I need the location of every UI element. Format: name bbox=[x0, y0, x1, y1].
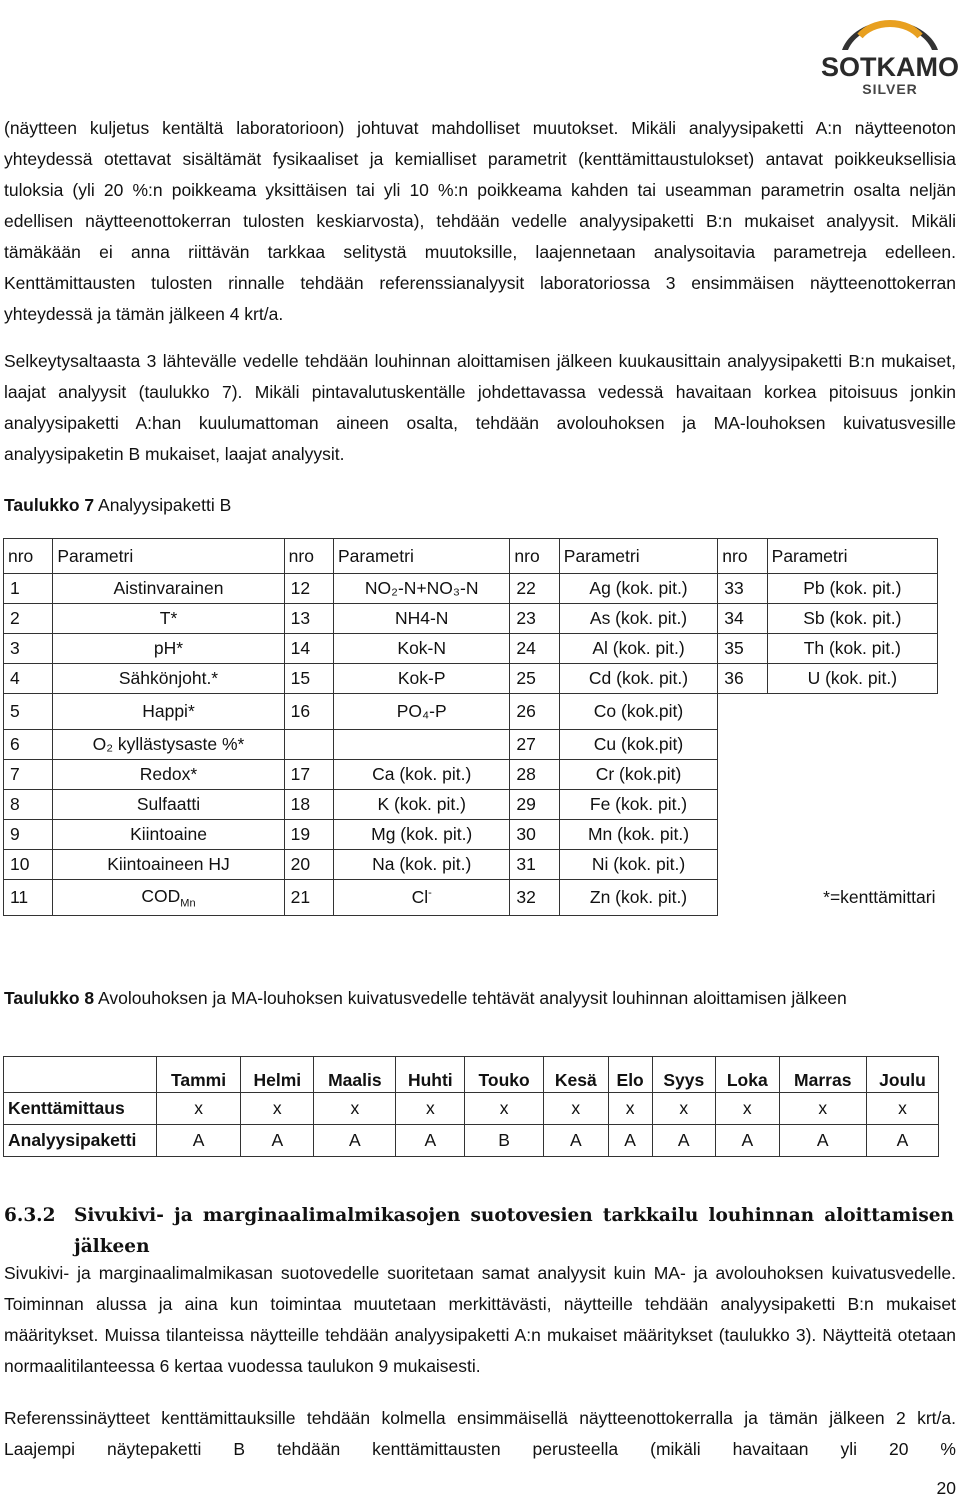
table7-cell: $COD_{Mn}$ bbox=[53, 880, 284, 916]
table8-caption: Taulukko 8 Avolouhoksen ja MA-louhoksen kuivatusvedelle tehtävät analyysit louhinnan aloittamisen jälkeen bbox=[4, 988, 847, 1008]
table7-row bbox=[4, 604, 938, 634]
table7-cell bbox=[334, 730, 510, 760]
table7-cell: Redox* bbox=[53, 760, 284, 790]
table-7 bbox=[3, 538, 938, 916]
table7-cell bbox=[284, 730, 333, 760]
table7-cell: T* bbox=[53, 604, 284, 634]
table8-corner-cell bbox=[4, 1057, 157, 1093]
table7-cell: NH4-N bbox=[334, 604, 510, 634]
table7-cell bbox=[718, 730, 767, 760]
table7-cell: Ca (kok. pit.) bbox=[334, 760, 510, 790]
paragraph-1: (näytteen kuljetus kentältä laboratorioon) johtuvat mahdolliset muutokset. Mikäli analyysipaketti A:n näytteenoton yhteydessä otettavat sisältämät fysikaaliset ja kemialliset parametrit (kenttämittaustulokset) antavat poikkeuksellisia tuloksia (yli 20 %:n poikkeama yksittäisen tai yli 10 %:n poikkeama kahden tai useamman parametrin osalta neljän edellisen näytteenottokerran tulosten keskiarvosta), tehdään vedelle analyysipaketti B:n mukaiset analyysit. Mikäli tämäkään ei anna riittävän tarkkaa selitystä muutoksille, laajennetaan analysoitavia parametreja edelleen. Kenttämittausten tulosten rinnalle tehdään referenssianalyysit laboratoriossa 3 ensimmäisen näytteenottokerran yhteydessä ja tämän jälkeen 4 krt/a. bbox=[4, 118, 956, 324]
table7-header-row bbox=[4, 539, 938, 574]
paragraph-3: Sivukivi- ja marginaalimalmikasan suotovedelle suoritetaan samat analyysit kuin MA- ja avolouhoksen kuivatusvedelle. Toiminnan alussa ja aina kun toimintaa muutetaan merkittävästi, näytteille tehdään analyysipaketti B:n mukaiset määritykset. Muissa tilanteissa näytteille tehdään analyysipaketti A:n mukaiset määritykset (taulukko 3). Näytteitä otetaan normaalitilanteessa 6 kertaa vuodessa taulukon 9 mukaisesti. bbox=[4, 1263, 956, 1376]
table7-cell: 33 bbox=[718, 574, 767, 604]
table7-cell bbox=[767, 760, 937, 790]
table7-cell: 28 bbox=[510, 760, 559, 790]
table8-cell: x bbox=[866, 1093, 938, 1125]
section-title-2: jälkeen bbox=[74, 1236, 150, 1257]
table7-cell: PO₄-P bbox=[334, 694, 510, 730]
table7-cell: 8 bbox=[4, 790, 53, 820]
table8-cell: A bbox=[314, 1125, 396, 1157]
table7-header-cell: nro bbox=[510, 539, 559, 574]
table7-row bbox=[4, 760, 938, 790]
table7-cell: 35 bbox=[718, 634, 767, 664]
table7-cell: NO₂-N+NO₃-N bbox=[334, 574, 510, 604]
logo-sub: SILVER bbox=[862, 81, 918, 97]
table7-cell bbox=[718, 694, 767, 730]
table7-cell: 10 bbox=[4, 850, 53, 880]
table8-month-header: Tammi bbox=[157, 1057, 241, 1093]
table7-cell: Kiintoaineen HJ bbox=[53, 850, 284, 880]
table7-cell: 17 bbox=[284, 760, 333, 790]
table7-cell: 21 bbox=[284, 880, 333, 916]
table7-cell: Cd (kok. pit.) bbox=[559, 664, 718, 694]
table8-row bbox=[4, 1125, 939, 1157]
table8-cell: A bbox=[608, 1125, 652, 1157]
table8-row-label: Analyysipaketti bbox=[4, 1125, 157, 1157]
table8-month-header: Kesä bbox=[543, 1057, 608, 1093]
table8-cell: x bbox=[241, 1093, 314, 1125]
table8-month-header: Helmi bbox=[241, 1057, 314, 1093]
table7-cell: Sähkönjoht.* bbox=[53, 664, 284, 694]
table7-cell: Aistinvarainen bbox=[53, 574, 284, 604]
table7-cell: Mg (kok. pit.) bbox=[334, 820, 510, 850]
table7-row bbox=[4, 574, 938, 604]
table7-header-cell: Parametri bbox=[334, 539, 510, 574]
table7-row bbox=[4, 730, 938, 760]
paragraph-2: Selkeytysaltaasta 3 lähtevälle vedelle tehdään louhinnan aloittamisen jälkeen kuukausittain analyysipaketti B:n mukaiset, laajat analyysit (taulukko 7). Mikäli pintavalutuskentälle johdettavassa vedessä havaitaan korkea pitoisuus jonkin analyysipaketti A:han kuulumattoman aineen osalta, tehdään avolouhoksen ja MA-louhoksen kuivatusvesille analyysipaketin B mukaiset, laajat analyysit. bbox=[4, 351, 956, 464]
table7-header-cell: nro bbox=[284, 539, 333, 574]
table7-cell: 19 bbox=[284, 820, 333, 850]
table7-cell: 29 bbox=[510, 790, 559, 820]
table7-header-cell: nro bbox=[718, 539, 767, 574]
table7-cell: 18 bbox=[284, 790, 333, 820]
table7-cell: 27 bbox=[510, 730, 559, 760]
table7-cell: 20 bbox=[284, 850, 333, 880]
sotkamo-silver-logo bbox=[820, 6, 960, 100]
table7-cell: 1 bbox=[4, 574, 53, 604]
table7-cell bbox=[767, 730, 937, 760]
table7-cell: Sulfaatti bbox=[53, 790, 284, 820]
table7-cell: Zn (kok. pit.) bbox=[559, 880, 718, 916]
table8-cell: A bbox=[652, 1125, 716, 1157]
table7-cell: Co (kok.pit) bbox=[559, 694, 718, 730]
table8-cell: x bbox=[396, 1093, 465, 1125]
table8-month-header: Huhti bbox=[396, 1057, 465, 1093]
table7-cell: O₂ kyllästysaste %* bbox=[53, 730, 284, 760]
table8-header-row bbox=[4, 1057, 939, 1093]
table7-cell bbox=[767, 820, 937, 850]
table7-cell: Th (kok. pit.) bbox=[767, 634, 937, 664]
table8-month-header: Marras bbox=[779, 1057, 866, 1093]
table7-cell: Kok-N bbox=[334, 634, 510, 664]
table7-cell: 24 bbox=[510, 634, 559, 664]
table7-cell: Cl- bbox=[334, 880, 510, 916]
table8-cell: x bbox=[465, 1093, 543, 1125]
page-number: 20 bbox=[936, 1478, 956, 1498]
table7-cell: 2 bbox=[4, 604, 53, 634]
table7-cell: Mn (kok. pit.) bbox=[559, 820, 718, 850]
table7-header-cell: Parametri bbox=[767, 539, 937, 574]
table7-cell: 32 bbox=[510, 880, 559, 916]
table7-cell: 5 bbox=[4, 694, 53, 730]
table7-row bbox=[4, 880, 938, 916]
table8-cell: A bbox=[779, 1125, 866, 1157]
table7-cell: Pb (kok. pit.) bbox=[767, 574, 937, 604]
table8-month-header: Elo bbox=[608, 1057, 652, 1093]
table7-cell: 11 bbox=[4, 880, 53, 916]
table7-cell: 23 bbox=[510, 604, 559, 634]
table7-cell bbox=[767, 790, 937, 820]
table7-row bbox=[4, 634, 938, 664]
table8-month-header: Joulu bbox=[866, 1057, 938, 1093]
table7-header-cell: Parametri bbox=[53, 539, 284, 574]
table7-cell: 6 bbox=[4, 730, 53, 760]
table7-cell: Ag (kok. pit.) bbox=[559, 574, 718, 604]
table7-cell: Kiintoaine bbox=[53, 820, 284, 850]
table7-cell: U (kok. pit.) bbox=[767, 664, 937, 694]
table8-cell: A bbox=[157, 1125, 241, 1157]
table8-cell: x bbox=[543, 1093, 608, 1125]
table7-row bbox=[4, 694, 938, 730]
table7-cell bbox=[767, 694, 937, 730]
table7-cell: 34 bbox=[718, 604, 767, 634]
table8-cell: x bbox=[652, 1093, 716, 1125]
table7-cell: 31 bbox=[510, 850, 559, 880]
table8-month-header: Maalis bbox=[314, 1057, 396, 1093]
table8-cell: x bbox=[314, 1093, 396, 1125]
table8-month-header: Touko bbox=[465, 1057, 543, 1093]
table8-cell: A bbox=[543, 1125, 608, 1157]
table7-cell: 36 bbox=[718, 664, 767, 694]
table7-cell bbox=[718, 880, 767, 916]
table7-cell: Al (kok. pit.) bbox=[559, 634, 718, 664]
table7-cell: 15 bbox=[284, 664, 333, 694]
table7-cell: pH* bbox=[53, 634, 284, 664]
table7-cell: 9 bbox=[4, 820, 53, 850]
table7-cell: 7 bbox=[4, 760, 53, 790]
table7-cell: 4 bbox=[4, 664, 53, 694]
table8-cell: A bbox=[241, 1125, 314, 1157]
table7-row bbox=[4, 790, 938, 820]
table7-cell: 22 bbox=[510, 574, 559, 604]
table8-month-header: Syys bbox=[652, 1057, 716, 1093]
table7-cell bbox=[718, 790, 767, 820]
table7-cell: 12 bbox=[284, 574, 333, 604]
table7-cell: Na (kok. pit.) bbox=[334, 850, 510, 880]
table7-cell bbox=[718, 820, 767, 850]
table7-cell: 3 bbox=[4, 634, 53, 664]
table7-caption: Taulukko 7 Analyysipaketti B bbox=[4, 495, 232, 515]
table8-cell: A bbox=[716, 1125, 780, 1157]
table7-cell: K (kok. pit.) bbox=[334, 790, 510, 820]
table7-cell: Sb (kok. pit.) bbox=[767, 604, 937, 634]
logo-brand: SOTKAMO bbox=[821, 52, 959, 82]
table7-cell: 30 bbox=[510, 820, 559, 850]
table7-cell: 14 bbox=[284, 634, 333, 664]
table7-cell: *=kenttämittari bbox=[823, 887, 936, 907]
table8-cell: A bbox=[866, 1125, 938, 1157]
table7-cell: Kok-P bbox=[334, 664, 510, 694]
table7-cell: 16 bbox=[284, 694, 333, 730]
table8-cell: x bbox=[779, 1093, 866, 1125]
table7-cell bbox=[718, 760, 767, 790]
table7-cell: Happi* bbox=[53, 694, 284, 730]
table8-month-header: Loka bbox=[716, 1057, 780, 1093]
table8-row-label: Kenttämittaus bbox=[4, 1093, 157, 1125]
table7-cell: Cr (kok.pit) bbox=[559, 760, 718, 790]
table7-cell: As (kok. pit.) bbox=[559, 604, 718, 634]
table8-cell: x bbox=[157, 1093, 241, 1125]
table7-cell: Ni (kok. pit.) bbox=[559, 850, 718, 880]
table-8 bbox=[3, 1056, 939, 1157]
table7-header-cell: nro bbox=[4, 539, 53, 574]
section-heading bbox=[4, 1200, 956, 1262]
table7-cell bbox=[718, 850, 767, 880]
table7-header-cell: Parametri bbox=[559, 539, 718, 574]
table7-cell: 25 bbox=[510, 664, 559, 694]
table7-row bbox=[4, 850, 938, 880]
paragraph-4: Referenssinäytteet kenttämittauksille tehdään kolmella ensimmäisellä näytteenottokerralla ja tämän jälkeen 2 krt/a. Laajempi näytepaketti B tehdään kenttämittausten perusteella (mikäli havaitaan yli 20 % bbox=[4, 1408, 956, 1459]
table7-cell: Cu (kok.pit) bbox=[559, 730, 718, 760]
table8-cell: A bbox=[396, 1125, 465, 1157]
table7-cell: 26 bbox=[510, 694, 559, 730]
section-title-1: Sivukivi- ja marginaalimalmikasojen suotovesien tarkkailu louhinnan aloittamisen bbox=[74, 1205, 954, 1226]
table8-cell: x bbox=[716, 1093, 780, 1125]
table8-row bbox=[4, 1093, 939, 1125]
table7-cell bbox=[767, 850, 937, 880]
table8-cell: x bbox=[608, 1093, 652, 1125]
table8-cell: B bbox=[465, 1125, 543, 1157]
table7-cell: Fe (kok. pit.) bbox=[559, 790, 718, 820]
table7-cell: 13 bbox=[284, 604, 333, 634]
table7-row bbox=[4, 664, 938, 694]
table7-row bbox=[4, 820, 938, 850]
section-number: 6.3.2 bbox=[4, 1205, 56, 1226]
